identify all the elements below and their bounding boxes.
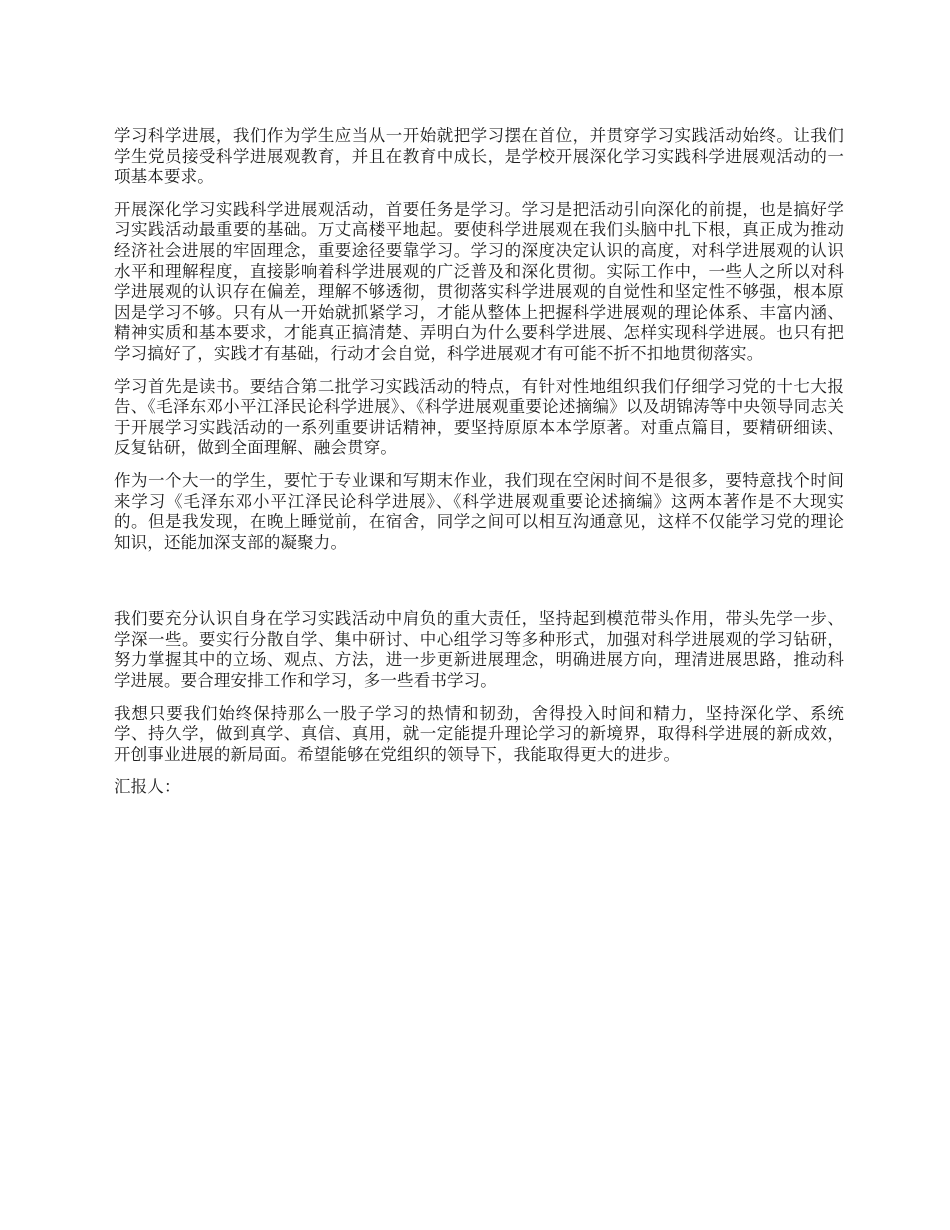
paragraph-spacer <box>114 565 844 609</box>
paragraph-5: 我们要充分认识自身在学习实践活动中肩负的重大责任，坚持起到模范带头作用，带头先学一步、学深一些。要实行分散自学、集中研讨、中心组学习等多种形式，加强对科学进展观的学习钻研，努力掌握其中的立场、观点、方法，进一步更新进展理念，明确进展方向，理清进展思路，推动科学进展。要合理安排工作和学习，多一些看书学习。 <box>114 609 844 691</box>
paragraph-1: 学习科学进展，我们作为学生应当从一开始就把学习摆在首位，并贯穿学习实践活动始终。让我们学生党员接受科学进展观教育，并且在教育中成长，是学校开展深化学习实践科学进展观活动的一项基本要求。 <box>114 126 844 187</box>
signature-label: 汇报人： <box>114 777 181 797</box>
paragraph-6: 我想只要我们始终保持那么一股子学习的热情和韧劲，舍得投入时间和精力，坚持深化学、系统学、持久学，做到真学、真信、真用，就一定能提升理论学习的新境界，取得科学进展的新成效，开创事业进展的新局面。希望能够在党组织的领导下，我能取得更大的进步。 <box>114 703 844 764</box>
paragraph-4: 作为一个大一的学生，要忙于专业课和写期末作业，我们现在空闲时间不是很多，要特意找个时间来学习《毛泽东邓小平江泽民论科学进展》、《科学进展观重要论述摘编》这两本著作是不大现实的。但是我发现，在晚上睡觉前，在宿舍，同学之间可以相互沟通意见，这样不仅能学习党的理论知识，还能加深支部的凝聚力。 <box>114 470 844 552</box>
paragraph-2: 开展深化学习实践科学进展观活动，首要任务是学习。学习是把活动引向深化的前提，也是搞好学习实践活动最重要的基础。万丈高楼平地起。要使科学进展观在我们头脑中扎下根，真正成为推动经济社会进展的牢固理念，重要途径要靠学习。学习的深度决定认识的高度，对科学进展观的认识水平和理解程度，直接影响着科学进展观的广泛普及和深化贯彻。实际工作中，一些人之所以对科学进展观的认识存在偏差，理解不够透彻，贯彻落实科学进展观的自觉性和坚定性不够强，根本原因是学习不够。只有从一开始就抓紧学习，才能从整体上把握科学进展观的理论体系、丰富内涵、精神实质和基本要求，才能真正搞清楚、弄明白为什么要科学进展、怎样实现科学进展。也只有把学习搞好了，实践才有基础，行动才会自觉，科学进展观才有可能不折不扣地贯彻落实。 <box>114 199 844 363</box>
document-body <box>114 126 844 810</box>
paragraph-3: 学习首先是读书。要结合第二批学习实践活动的特点，有针对性地组织我们仔细学习党的十七大报告、《毛泽东邓小平江泽民论科学进展》、《科学进展观重要论述摘编》以及胡锦涛等中央领导同志关于开展学习实践活动的一系列重要讲话精神，要坚持原原本本学原著。对重点篇目，要精研细读、反复钻研，做到全面理解、融会贯穿。 <box>114 376 844 458</box>
